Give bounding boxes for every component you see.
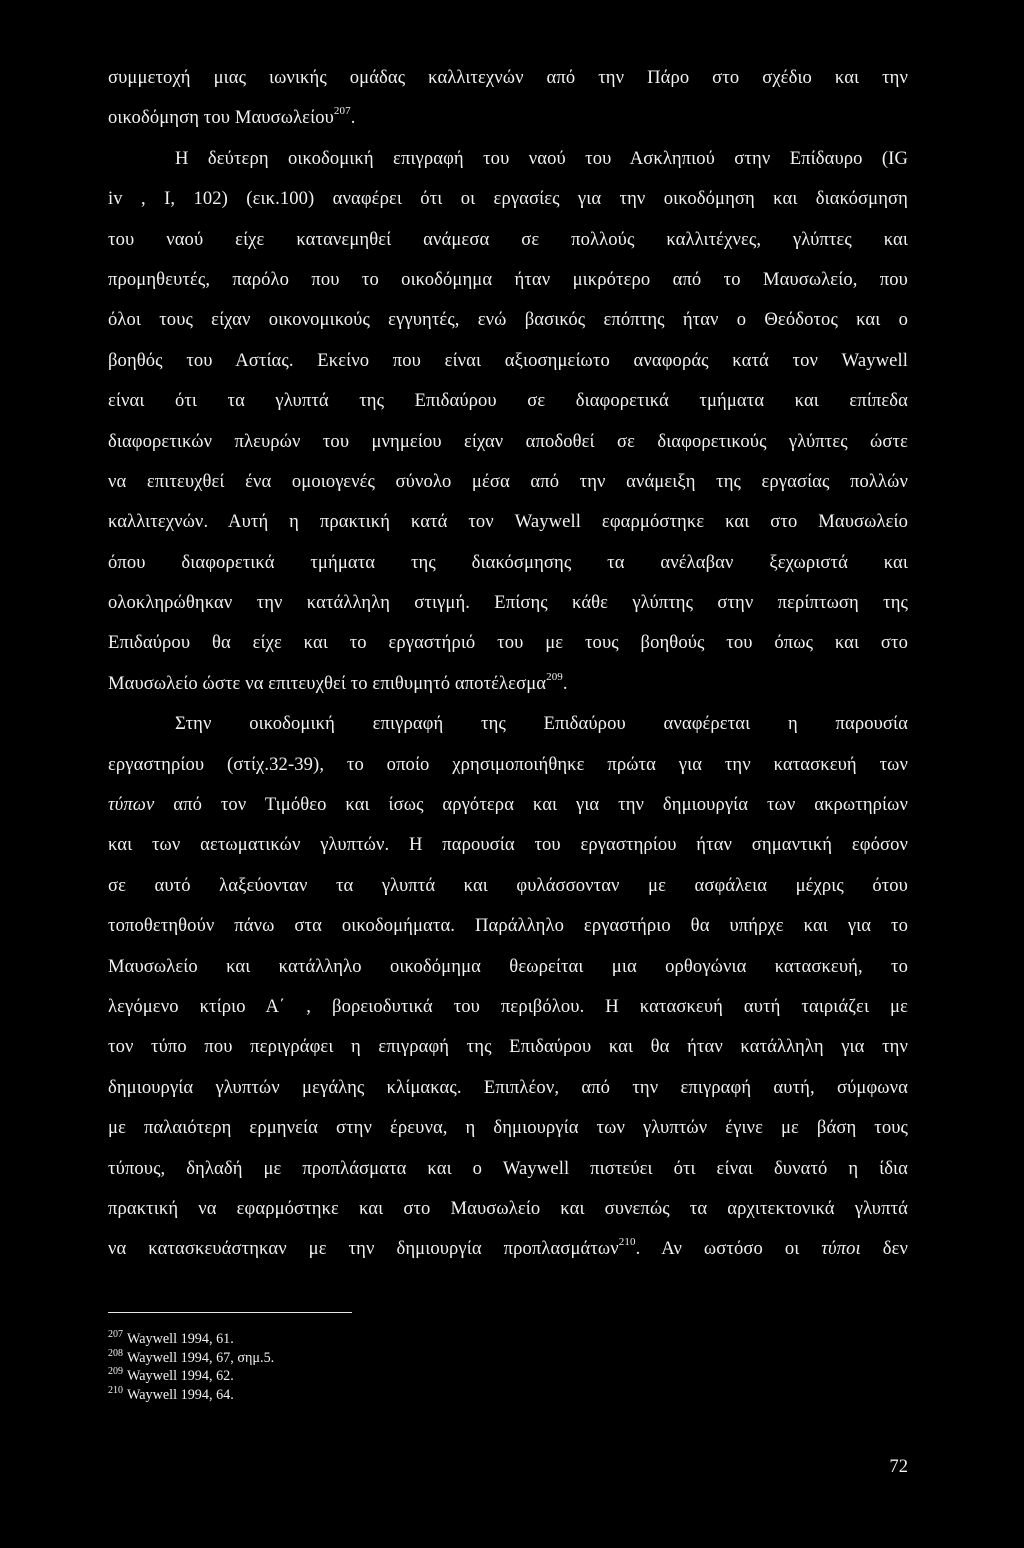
footnotes bbox=[108, 1330, 708, 1404]
footnote-ref-210[interactable]: 210 bbox=[618, 1236, 636, 1249]
text-span: . bbox=[350, 107, 356, 129]
text-span: δεν bbox=[860, 1238, 909, 1260]
text-line: και των αετωματικών γλυπτών. Η παρουσία του εργαστηρίου ήταν σημαντική εφόσον bbox=[108, 834, 908, 856]
text-line: διαφορετικών πλευρών του μνημείου είχαν αποδοθεί σε διαφορετικούς γλύπτες ώστε bbox=[108, 430, 908, 452]
footnote-text: Waywell 1994, 64. bbox=[127, 1386, 234, 1403]
page-number: 72 bbox=[889, 1456, 908, 1477]
text-span: . Αν ωστόσο οι bbox=[635, 1238, 822, 1260]
text-line: πρακτική να εφαρμόστηκε και στο Μαυσωλείο και συνεπώς τα αρχιτεκτονικά γλυπτά bbox=[108, 1197, 908, 1219]
text-line: με παλαιότερη ερμηνεία στην έρευνα, η δημιουργία των γλυπτών έγινε με βάση τους bbox=[108, 1117, 908, 1139]
text-line: σε αυτό λαξεύονταν τα γλυπτά και φυλάσσονταν με ασφάλεια μέχρις ότου bbox=[108, 874, 908, 896]
text-line: συμμετοχή μιας ιωνικής ομάδας καλλιτεχνών από την Πάρο στο σχέδιο και την bbox=[108, 67, 908, 88]
footnote-ref-207[interactable]: 207 bbox=[333, 105, 351, 118]
text-span: από τον Τιμόθεο και ίσως αργότερα και για την δημιουργία των ακρωτηρίων bbox=[154, 794, 908, 816]
footnote-text: Waywell 1994, 67, σημ.5. bbox=[127, 1349, 275, 1366]
text-line: όλοι τους είχαν οικονομικούς εγγυητές, ενώ βασικός επόπτης ήταν ο Θεόδοτος και ο bbox=[108, 309, 908, 331]
footnote-separator bbox=[108, 1312, 352, 1313]
text-line: ολοκληρώθηκαν την κατάλληλη στιγμή. Επίσης κάθε γλύπτης στην περίπτωση της bbox=[108, 592, 908, 614]
text-line: λεγόμενο κτίριο Α΄ , βορειοδυτικά του περιβόλου. Η κατασκευή αυτή ταιριάζει με bbox=[108, 995, 908, 1017]
footnote-text: Waywell 1994, 62. bbox=[127, 1368, 234, 1385]
italic-term: τύπων bbox=[108, 794, 155, 816]
text-line: είναι ότι τα γλυπτά της Επιδαύρου σε διαφορετικά τμήματα και επίπεδα bbox=[108, 390, 908, 412]
body-text bbox=[108, 58, 908, 1270]
italic-term: τύποι bbox=[821, 1238, 861, 1260]
footnote-text: Waywell 1994, 61. bbox=[127, 1331, 234, 1347]
footnote-208 bbox=[108, 1349, 708, 1368]
text-span: να κατασκευάστηκαν με την δημιουργία προπλασμάτων bbox=[108, 1238, 619, 1260]
text-line: όπου διαφορετικά τμήματα της διακόσμησης τα ανέλαβαν ξεχωριστά και bbox=[108, 551, 908, 573]
text-line: δημιουργία γλυπτών μεγάλης κλίμακας. Επιπλέον, από την επιγραφή αυτή, σύμφωνα bbox=[108, 1076, 908, 1098]
footnote-number: 207 bbox=[108, 1329, 123, 1340]
text-line bbox=[108, 785, 908, 825]
text-line: τύπους, δηλαδή με προπλάσματα και ο Waywell πιστεύει ότι είναι δυνατό η ίδια bbox=[108, 1157, 908, 1179]
text-span: Μαυσωλείο ώστε να επιτευχθεί το επιθυμητό αποτέλεσμα bbox=[108, 672, 547, 694]
footnote-number: 210 bbox=[108, 1384, 123, 1396]
text-line: Επιδαύρου θα είχε και το εργαστήριό του με τους βοηθούς του όπως και στο bbox=[108, 632, 908, 654]
text-line: να επιτευχθεί ένα ομοιογενές σύνολο μέσα από την ανάμειξη της εργασίας πολλών bbox=[108, 470, 908, 492]
text-line: iv , I, 102) (εικ.100) αναφέρει ότι οι εργασίες για την οικοδόμηση και διακόσμηση bbox=[108, 188, 908, 210]
text-line bbox=[108, 1229, 908, 1269]
footnote-209 bbox=[108, 1367, 708, 1386]
footnote-number: 208 bbox=[108, 1347, 123, 1359]
footnote-207 bbox=[108, 1330, 708, 1349]
paragraph-start-line: Η δεύτερη οικοδομική επιγραφή του ναού του Ασκληπιού στην Επίδαυρο (IG bbox=[175, 147, 908, 169]
text-line: τον τύπο που περιγράφει η επιγραφή της Επιδαύρου και θα ήταν κατάλληλη για την bbox=[108, 1036, 908, 1058]
text-line: εργαστηρίου (στίχ.32-39), το οποίο χρησιμοποιήθηκε πρώτα για την κατασκευή των bbox=[108, 753, 908, 775]
text-line bbox=[108, 664, 908, 704]
text-line: Μαυσωλείο και κατάλληλο οικοδόμημα θεωρείται μια ορθογώνια κατασκευή, το bbox=[108, 955, 908, 977]
text-line: καλλιτεχνών. Αυτή η πρακτική κατά τον Waywell εφαρμόστηκε και στο Μαυσωλείο bbox=[108, 511, 908, 533]
text-span: . bbox=[562, 672, 568, 694]
footnote-ref-209[interactable]: 209 bbox=[546, 670, 563, 683]
text-line: τοποθετηθούν πάνω στα οικοδομήματα. Παράλληλο εργαστήριο θα υπήρχε και για το bbox=[108, 915, 908, 937]
text-line: βοηθός του Αστίας. Εκείνο που είναι αξιοσημείωτο αναφοράς κατά τον Waywell bbox=[108, 349, 908, 371]
text-line: προμηθευτές, παρόλο που το οικοδόμημα ήταν μικρότερο από το Μαυσωλείο, που bbox=[108, 268, 908, 290]
text-line: του ναού είχε κατανεμηθεί ανάμεσα σε πολλούς καλλιτέχνες, γλύπτες και bbox=[108, 228, 908, 250]
paragraph-start-line: Στην οικοδομική επιγραφή της Επιδαύρου αναφέρεται η παρουσία bbox=[175, 713, 908, 735]
footnote-number: 209 bbox=[108, 1366, 123, 1378]
text-line bbox=[108, 98, 908, 138]
footnote-210 bbox=[108, 1386, 708, 1405]
text-span: οικοδόμηση του Μαυσωλείου bbox=[108, 107, 334, 129]
